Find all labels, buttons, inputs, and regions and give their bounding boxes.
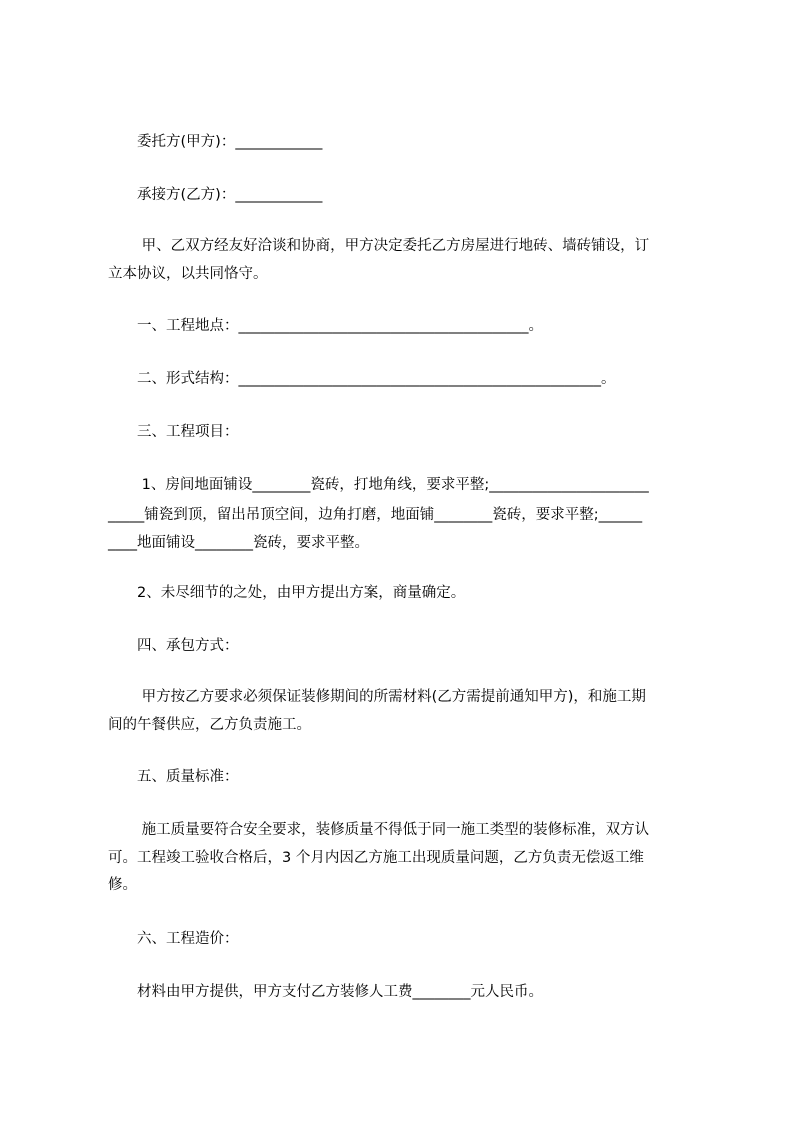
section-5-paragraph-line-1: 施工质量要符合安全要求，装修质量不得低于同一施工类型的装修标准，双方认 (108, 822, 650, 838)
section-4-paragraph-line-1: 甲方按乙方要求必须保证装修期间的所需材料(乙方需提前通知甲方)，和施工期 (108, 689, 646, 705)
item-2-line: 2、未尽细节的之处，由甲方提出方案，商量确定。 (108, 585, 466, 601)
section-5-paragraph-line-2: 可。工程竣工验收合格后，3 个月内因乙方施工出现质量问题，乙方负责无偿返工维 (108, 850, 644, 866)
section-6-paragraph: 材料由甲方提供，甲方支付乙方装修人工费________元人民币。 (108, 984, 543, 1000)
client-line: 委托方(甲方)：____________ (108, 134, 323, 150)
section-6-heading: 六、工程造价： (108, 931, 239, 947)
contractor-line: 承接方(乙方)：____________ (108, 187, 323, 203)
section-1-location: 一、工程地点：________________________________________。 (108, 318, 543, 334)
intro-paragraph-line-2: 立本协议，以共同恪守。 (108, 266, 268, 282)
section-2-structure: 二、形式结构：__________________________________________________。 (108, 371, 616, 387)
section-4-paragraph-line-2: 间的午餐供应，乙方负责施工。 (108, 717, 311, 733)
section-4-heading: 四、承包方式： (108, 638, 239, 654)
item-1-line-1: 1、房间地面铺设________瓷砖，打地角线，要求平整;______________________ (108, 477, 649, 493)
item-1-line-2: _____铺瓷到顶，留出吊顶空间，边角打磨，地面铺________瓷砖，要求平整;______ (108, 507, 643, 523)
section-5-paragraph-line-3: 修。 (108, 877, 137, 893)
section-3-heading: 三、工程项目： (108, 424, 239, 440)
item-1-line-3: ____地面铺设________瓷砖，要求平整。 (108, 535, 369, 551)
intro-paragraph-line-1: 甲、乙双方经友好洽谈和协商，甲方决定委托乙方房屋进行地砖、墙砖铺设，订 (108, 238, 650, 254)
section-5-heading: 五、质量标准： (108, 769, 239, 785)
